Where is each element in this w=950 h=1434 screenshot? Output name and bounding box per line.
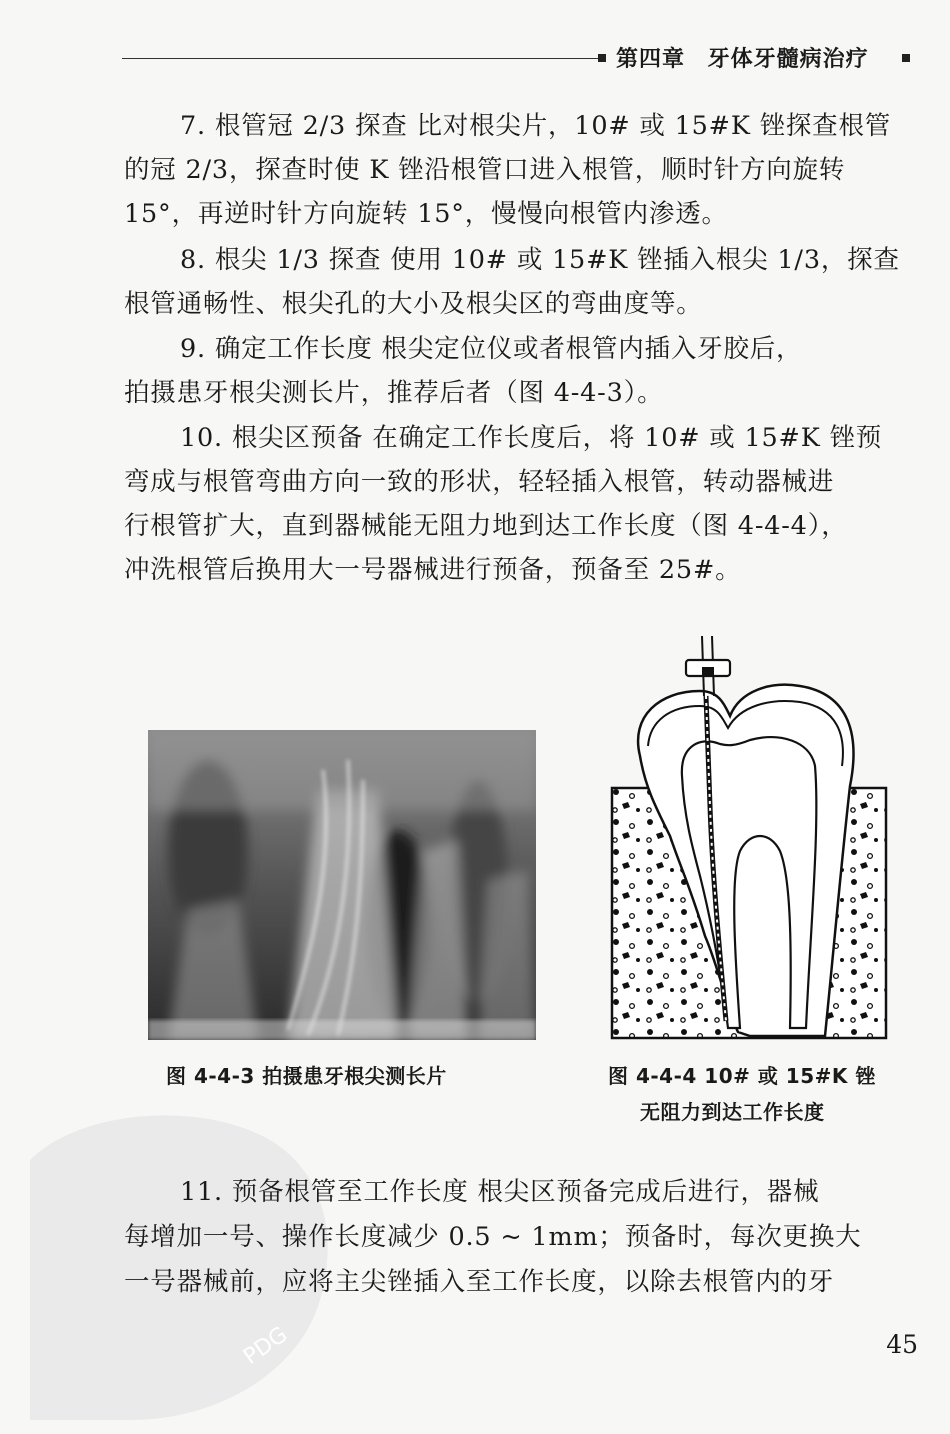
header-rule	[122, 58, 600, 59]
figure-4-4-3-caption: 图 4-4-3 拍摄患牙根尖测长片	[166, 1064, 447, 1088]
p7-line-1: 7. 根管冠 2/3 探查 比对根尖片，10# 或 15#K 锉探查根管	[180, 111, 892, 141]
p7-line-2: 的冠 2/3，探查时使 K 锉沿根管口进入根管，顺时针方向旋转	[124, 155, 846, 185]
p9-line-2: 拍摄患牙根尖测长片，推荐后者（图 4-4-3）。	[124, 378, 664, 408]
p11-line-1: 11. 预备根管至工作长度 根尖区预备完成后进行，器械	[180, 1177, 820, 1207]
p10-line-1: 10. 根尖区预备 在确定工作长度后，将 10# 或 15#K 锉预	[180, 423, 883, 453]
p8-line-2: 根管通畅性、根尖孔的大小及根尖区的弯曲度等。	[124, 289, 703, 319]
p10-line-3: 行根管扩大，直到器械能无阻力地到达工作长度（图 4-4-4），	[124, 511, 848, 541]
p10-line-2: 弯成与根管弯曲方向一致的形状，轻轻插入根管，转动器械进	[124, 467, 835, 497]
p11-line-3: 一号器械前，应将主尖锉插入至工作长度，以除去根管内的牙	[124, 1267, 835, 1297]
chapter-title: 第四章 牙体牙髓病治疗	[616, 47, 869, 72]
p9-line-1: 9. 确定工作长度 根尖定位仪或者根管内插入牙胶后，	[180, 334, 803, 364]
figure-4-4-4-caption-line-1: 图 4-4-4 10# 或 15#K 锉	[608, 1064, 876, 1088]
page-number: 45	[886, 1330, 918, 1359]
radiograph-image	[148, 730, 536, 1040]
header-square-right	[902, 54, 910, 62]
p10-line-4: 冲洗根管后换用大一号器械进行预备，预备至 25#。	[124, 555, 742, 585]
p11-line-2: 每增加一号、操作长度减少 0.5 ~ 1mm；预备时，每次更换大	[124, 1222, 862, 1252]
header-square-left	[598, 54, 606, 62]
p7-line-3: 15°，再逆时针方向旋转 15°，慢慢向根管内渗透。	[124, 199, 728, 229]
p8-line-1: 8. 根尖 1/3 探查 使用 10# 或 15#K 锉插入根尖 1/3，探查	[180, 245, 900, 275]
figure-4-4-4-caption-line-2: 无阻力到达工作长度	[640, 1100, 825, 1124]
tooth-diagram	[610, 636, 890, 1042]
watermark-text: PDG	[239, 1322, 293, 1370]
